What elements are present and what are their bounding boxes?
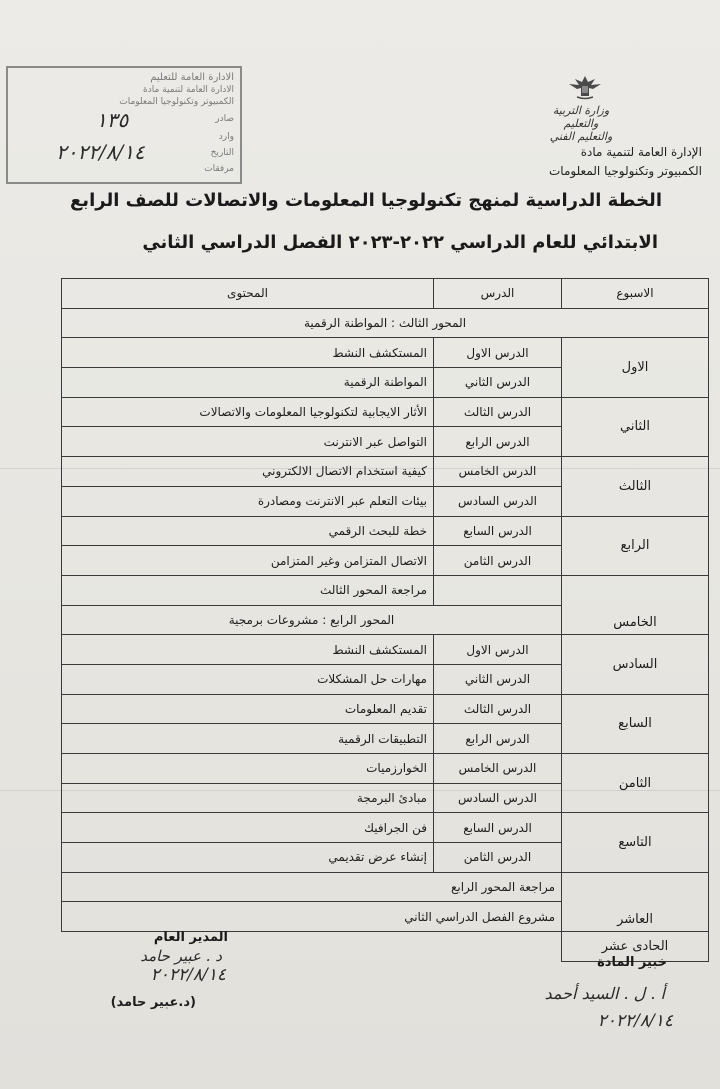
table-row — [62, 694, 709, 724]
week-cell: التاسع — [562, 813, 709, 872]
lesson-cell: الدرس الخامس — [434, 457, 562, 487]
stamp-label-number: صادر — [215, 114, 234, 124]
content-cell: التواصل عبر الانترنت — [62, 427, 434, 457]
stamp-number: ١٣٥ — [96, 108, 129, 132]
study-plan-table — [61, 278, 709, 962]
content-cell: مبادئ البرمجة — [62, 783, 434, 813]
content-cell: مراجعة المحور الثالث — [62, 575, 434, 605]
week-cell: الخامس — [562, 575, 709, 634]
document-title-line-2: الابتدائي للعام الدراسي ٢٠٢٢-٢٠٢٣ الفصل الدراسي الثاني — [142, 232, 658, 253]
content-cell: المستكشف النشط — [62, 635, 434, 665]
header-lesson: الدرس — [434, 279, 562, 309]
ministry-line-1: وزارة التربية والتعليم — [552, 104, 610, 130]
week-cell: الثامن — [562, 754, 709, 813]
ministry-logo-text — [536, 104, 626, 143]
content-cell: تقديم المعلومات — [62, 694, 434, 724]
director-name: (د.عبير حامد) — [110, 995, 196, 1010]
department-line-2: الكمبيوتر وتكنولوجيا المعلومات — [549, 164, 702, 178]
axis-row — [62, 308, 709, 338]
table-row — [62, 813, 709, 843]
lesson-cell: الدرس السادس — [434, 486, 562, 516]
lesson-cell: الدرس الثاني — [434, 664, 562, 694]
stamp-label-reg: وارد — [218, 132, 234, 142]
week-cell: السابع — [562, 694, 709, 753]
lesson-cell: الدرس الثامن — [434, 843, 562, 873]
content-cell: مهارات حل المشكلات — [62, 664, 434, 694]
lesson-cell: الدرس السابع — [434, 516, 562, 546]
lesson-cell: الدرس الثالث — [434, 397, 562, 427]
director-title: المدير العام — [153, 930, 228, 945]
lesson-cell: الدرس الاول — [434, 338, 562, 368]
lesson-cell: الدرس السادس — [434, 783, 562, 813]
content-cell: الاتصال المتزامن وغير المتزامن — [62, 546, 434, 576]
content-cell: خطة للبحث الرقمي — [62, 516, 434, 546]
table-row — [62, 397, 709, 427]
table-row — [62, 516, 709, 546]
expert-signature-block — [505, 955, 685, 1031]
table-row — [62, 754, 709, 784]
director-signature: د . عبير حامد — [140, 947, 222, 965]
content-cell: مراجعة المحور الرابع — [62, 872, 562, 902]
week-cell: الثاني — [562, 397, 709, 456]
department-header — [549, 143, 702, 181]
content-cell: التطبيقات الرقمية — [62, 724, 434, 754]
stamp-label-attach: مرفقات — [204, 164, 234, 174]
director-date: ٢٠٢٢/٨/١٤ — [150, 965, 226, 985]
expert-date: ٢٠٢٢/٨/١٤ — [597, 1011, 673, 1031]
table-row — [62, 575, 709, 605]
header-week: الاسبوع — [562, 279, 709, 309]
table-row — [62, 457, 709, 487]
content-cell: بيئات التعلم عبر الانترنت ومصادرة — [62, 486, 434, 516]
lesson-cell — [434, 575, 562, 605]
expert-signature: أ . ل . السيد أحمد — [544, 984, 665, 1003]
axis-4-title: المحور الرابع : مشروعات برمجية — [62, 605, 562, 635]
expert-title: خبير المادة — [597, 955, 667, 970]
lesson-cell: الدرس الخامس — [434, 754, 562, 784]
content-cell: المستكشف النشط — [62, 338, 434, 368]
table-header-row — [62, 279, 709, 309]
document-title-line-1: الخطة الدراسية لمنهج تكنولوجيا المعلومات والاتصالات للصف الرابع — [70, 190, 662, 211]
lesson-cell: الدرس الاول — [434, 635, 562, 665]
content-cell: فن الجرافيك — [62, 813, 434, 843]
week-cell: العاشر — [562, 872, 709, 931]
director-signature-block — [56, 930, 256, 1010]
table-row — [62, 338, 709, 368]
table-row — [62, 635, 709, 665]
eagle-emblem-icon — [555, 74, 615, 100]
ministry-line-2: والتعليم الفني — [549, 130, 613, 143]
week-cell: الحادى عشر — [562, 932, 709, 962]
stamp-header-3: الكمبيوتر وتكنولوجيا المعلومات — [119, 97, 234, 107]
content-cell: إنشاء عرض تقديمي — [62, 843, 434, 873]
lesson-cell: الدرس الثالث — [434, 694, 562, 724]
lesson-cell: الدرس الثاني — [434, 368, 562, 398]
content-cell: كيفية استخدام الاتصال الالكتروني — [62, 457, 434, 487]
content-cell: الخوارزميات — [62, 754, 434, 784]
axis-3-title: المحور الثالث : المواطنة الرقمية — [62, 308, 709, 338]
content-cell: الأثار الايجابية لتكنولوجيا المعلومات والاتصالات — [62, 397, 434, 427]
stamp-label-date: التاريخ — [210, 148, 234, 158]
table-row — [62, 872, 709, 902]
lesson-cell: الدرس السابع — [434, 813, 562, 843]
lesson-cell: الدرس الثامن — [434, 546, 562, 576]
stamp-header-1: الادارة العامة للتعليم — [150, 72, 234, 83]
lesson-cell: الدرس الرابع — [434, 427, 562, 457]
lesson-cell: الدرس الرابع — [434, 724, 562, 754]
header-content: المحتوى — [62, 279, 434, 309]
registry-stamp — [6, 66, 242, 184]
week-cell: الثالث — [562, 457, 709, 516]
stamp-header-2: الادارة العامة لتنمية مادة — [143, 85, 234, 95]
content-cell: المواطنة الرقمية — [62, 368, 434, 398]
department-line-1: الإدارة العامة لتنمية مادة — [580, 145, 702, 159]
content-cell: مشروع الفصل الدراسي الثاني — [62, 902, 562, 932]
week-cell: السادس — [562, 635, 709, 694]
week-cell: الاول — [562, 338, 709, 397]
stamp-date: ٢٠٢٢/٨/١٤ — [56, 140, 145, 164]
week-cell: الرابع — [562, 516, 709, 575]
